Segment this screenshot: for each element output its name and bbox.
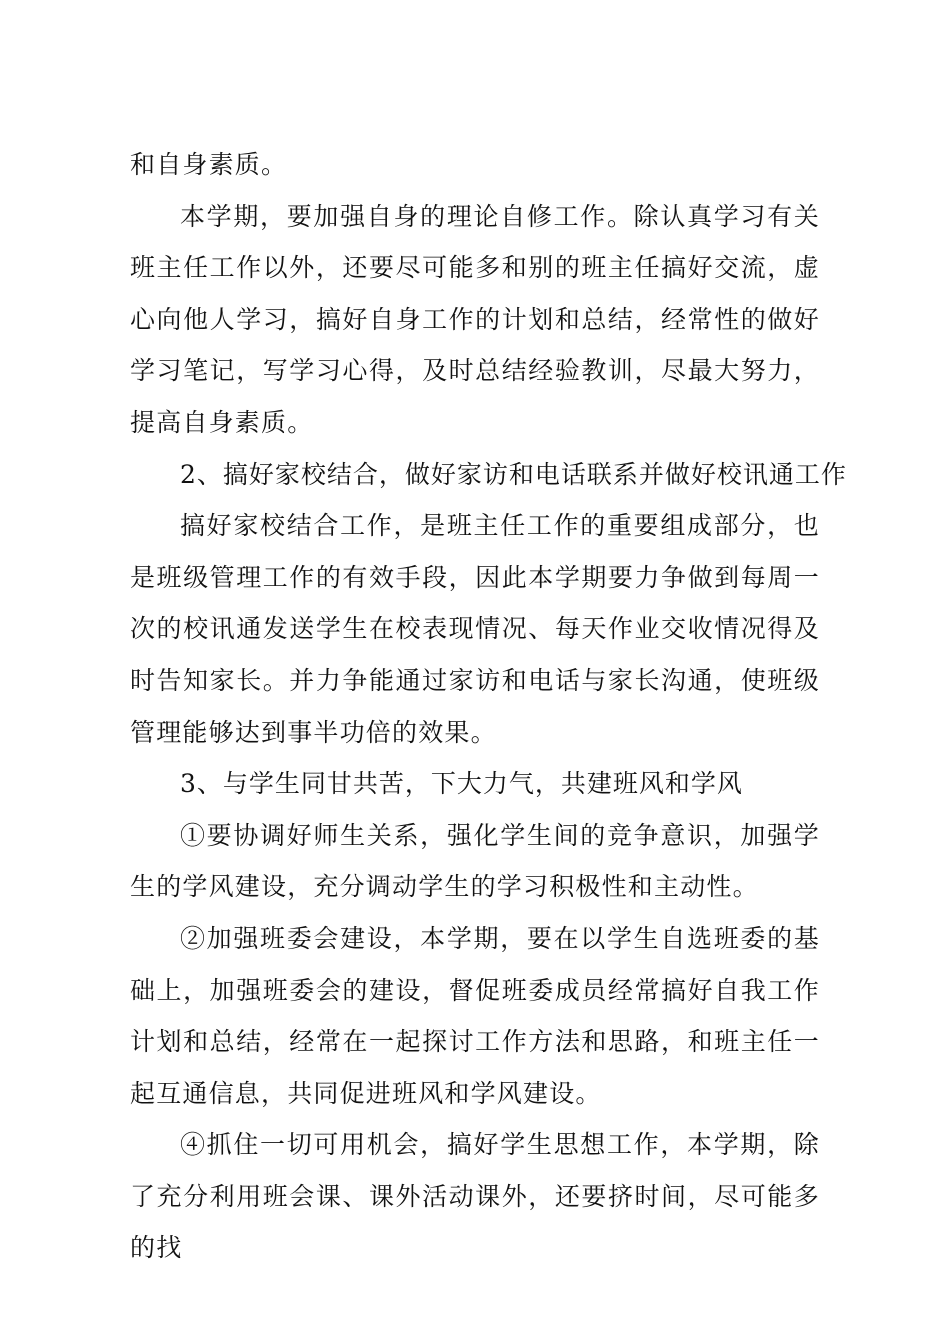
paragraph-home-school: 搞好家校结合工作，是班主任工作的重要组成部分，也是班级管理工作的有效手段，因此本学期要力争做到每周一次的校讯通发送学生在校表现情况、每天作业交收情况得及时告知家长。并力争能通过家访和电话与家长沟通，使班级管理能够达到事半功倍的效果。 — [130, 511, 820, 747]
section-heading-home-school: 2、搞好家校结合，做好家访和电话联系并做好校讯通工作 — [180, 459, 847, 489]
section-heading-class-style: 3、与学生同甘共苦，下大力气，共建班风和学风 — [180, 769, 743, 799]
document-body — [130, 139, 847, 1274]
paragraph-item-1: ①要协调好师生关系，强化学生间的竞争意识，加强学生的学风建设，充分调动学生的学习积极性和主动性。 — [130, 820, 820, 902]
paragraph-item-2: ②加强班委会建设，本学期，要在以学生自选班委的基础上，加强班委会的建设，督促班委成员经常搞好自我工作计划和总结，经常在一起探讨工作方法和思路，和班主任一起互通信息，共同促进班风和学风建设。 — [130, 923, 820, 1108]
paragraph-self-study: 本学期，要加强自身的理论自修工作。除认真学习有关班主任工作以外，还要尽可能多和别的班主任搞好交流，虚心向他人学习，搞好自身工作的计划和总结，经常性的做好学习笔记，写学习心得，及时总结经验教训，尽最大努力，提高自身素质。 — [130, 201, 820, 437]
paragraph-item-4: ④抓住一切可用机会，搞好学生思想工作，本学期，除了充分利用班会课、课外活动课外，还要挤时间，尽可能多的找 — [130, 1130, 820, 1263]
paragraph-continuation: 和自身素质。 — [130, 150, 288, 179]
